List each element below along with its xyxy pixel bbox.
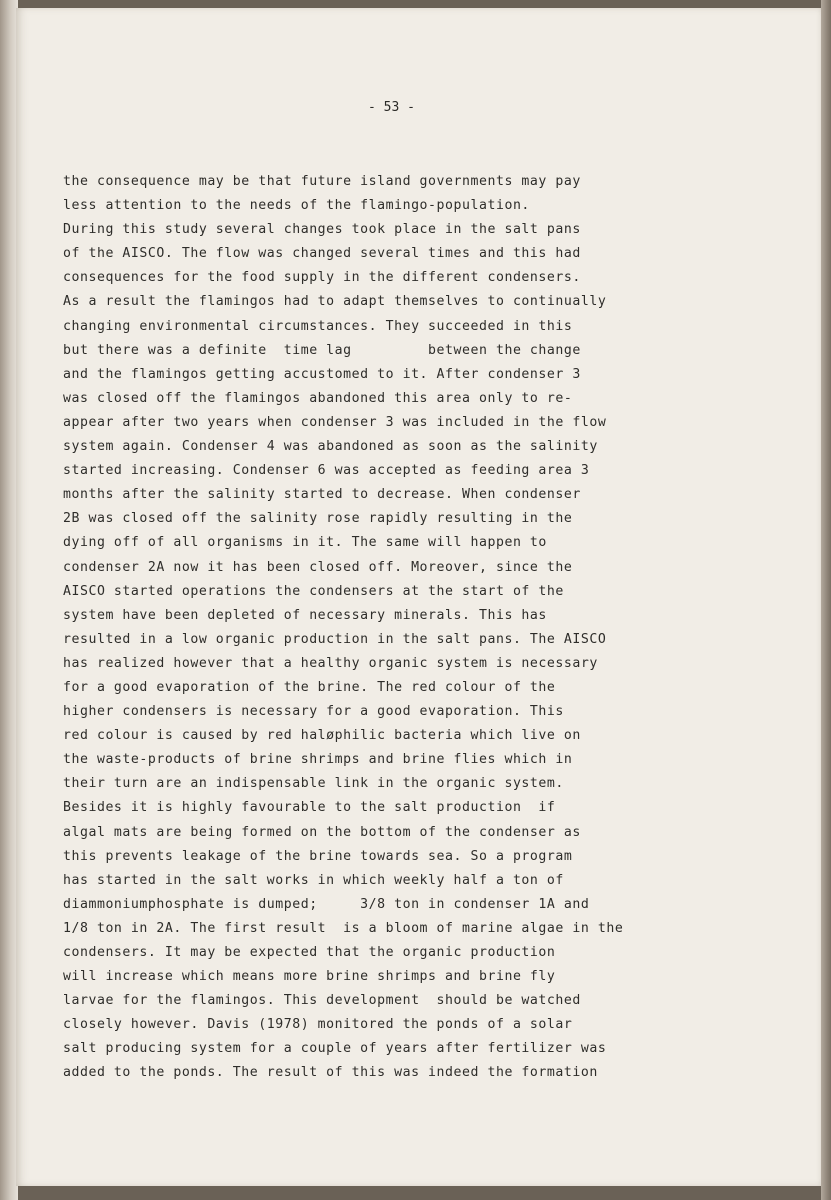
text-line: Besides it is highly favourable to the salt production if — [63, 800, 556, 816]
text-line: salt producing system for a couple of years after fertilizer was — [63, 1041, 607, 1057]
text-line: but there was a definite time lag between the change — [63, 342, 581, 358]
text-line: for a good evaporation of the brine. The red colour of the — [63, 679, 556, 695]
text-line: AISCO started operations the condensers at the start of the — [63, 583, 564, 599]
text-line: changing environmental circumstances. They succeeded in this — [63, 318, 573, 334]
text-line: their turn are an indispensable link in the organic system. — [63, 776, 564, 792]
text-line: 2B was closed off the salinity rose rapidly resulting in the — [63, 511, 573, 527]
text-line: has started in the salt works in which weekly half a ton of — [63, 872, 564, 888]
text-line: larvae for the flamingos. This development should be watched — [63, 993, 581, 1009]
text-line: has realized however that a healthy organic system is necessary — [63, 655, 598, 671]
text-line: of the AISCO. The flow was changed several times and this had — [63, 246, 581, 262]
text-line: system have been depleted of necessary minerals. This has — [63, 607, 547, 623]
text-line: system again. Condenser 4 was abandoned as soon as the salinity — [63, 439, 598, 455]
text-line: During this study several changes took place in the salt pans — [63, 222, 581, 238]
text-line: resulted in a low organic production in the salt pans. The AISCO — [63, 631, 607, 647]
text-line: As a result the flamingos had to adapt themselves to continually — [63, 294, 607, 310]
text-line: appear after two years when condenser 3 was included in the flow — [63, 414, 607, 430]
page-number: - 53 - — [368, 100, 415, 115]
text-line: started increasing. Condenser 6 was accepted as feeding area 3 — [63, 463, 590, 479]
text-line: diammoniumphosphate is dumped; 3/8 ton in condenser 1A and — [63, 896, 590, 912]
text-line: condenser 2A now it has been closed off. Moreover, since the — [63, 559, 573, 575]
text-line: the consequence may be that future island governments may pay — [63, 174, 581, 189]
text-line: will increase which means more brine shrimps and brine fly — [63, 969, 556, 985]
text-line: consequences for the food supply in the different condensers. — [63, 270, 581, 286]
text-line: 1/8 ton in 2A. The first result is a bloom of marine algae in the — [63, 920, 624, 936]
text-line: this prevents leakage of the brine towards sea. So a program — [63, 848, 573, 864]
text-line: red colour is caused by red haløphilic bacteria which live on — [63, 728, 581, 744]
text-line: was closed off the flamingos abandoned this area only to re- — [63, 390, 573, 406]
text-line: closely however. Davis (1978) monitored the ponds of a solar — [63, 1017, 573, 1033]
text-line: algal mats are being formed on the bottom of the condenser as — [63, 824, 581, 840]
text-line: the waste-products of brine shrimps and brine flies which in — [63, 752, 573, 768]
page-edge — [821, 0, 831, 1200]
body-text — [63, 170, 723, 1086]
text-line: higher condensers is necessary for a good evaporation. This — [63, 704, 564, 720]
text-line: and the flamingos getting accustomed to it. After condenser 3 — [63, 366, 581, 382]
text-line: months after the salinity started to decrease. When condenser — [63, 487, 581, 503]
text-line: condensers. It may be expected that the organic production — [63, 945, 556, 960]
text-line: dying off of all organisms in it. The same will happen to — [63, 535, 547, 551]
text-line: added to the ponds. The result of this was indeed the formation — [63, 1065, 598, 1081]
text-line: less attention to the needs of the flamingo-population. — [63, 198, 530, 214]
